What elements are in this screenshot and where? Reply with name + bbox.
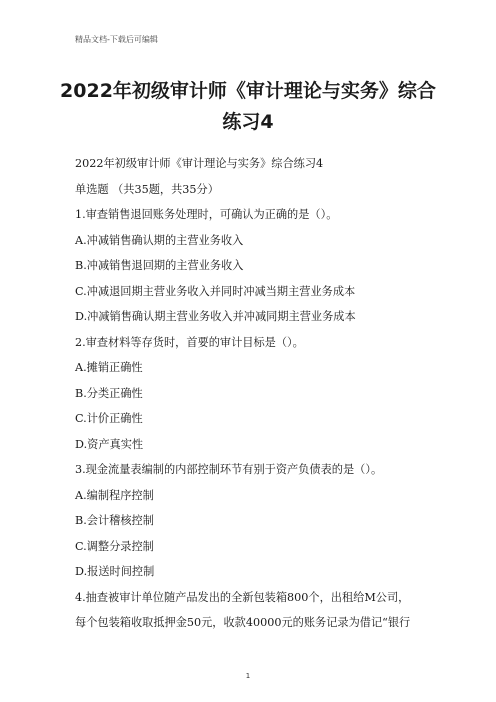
question-3-option-c: C.调整分录控制 [75,539,154,553]
question-3-option-b: B.会计稽核控制 [75,514,154,527]
question-3: 3.现金流量表编制的内部控制环节有别于资产负债表的是（）。 [75,463,383,476]
question-2: 2.审查材料等存货时，首要的审计目标是（）。 [75,335,304,349]
section-heading: 单选题 （共35题，共35分） [75,182,219,196]
question-2-option-b: B.分类正确性 [75,386,143,400]
question-3-option-d: D.报送时间控制 [75,565,155,578]
document-body [75,151,430,636]
page-number: 1 [245,672,251,680]
question-2-option-c: C.计价正确性 [75,412,143,425]
document-title-line-2: 练习4 [222,111,274,133]
question-4-line-2: 每个包装箱收取抵押金50元，收款40000元的账务记录为借记“银行 [75,616,411,629]
question-1-option-d: D.冲减销售确认期主营业务收入并冲减同期主营业务成本 [75,310,356,323]
header-note: 精品文档-下载后可编辑 [75,35,158,44]
question-2-option-a: A.摊销正确性 [75,361,143,374]
question-3-option-a: A.编制程序控制 [75,488,154,502]
question-1-option-c: C.冲减退回期主营业务收入并同时冲减当期主营业务成本 [75,284,356,298]
question-1: 1.审查销售退回账务处理时，可确认为正确的是（）。 [75,208,338,221]
subtitle-line: 2022年初级审计师《审计理论与实务》综合练习4 [75,157,324,170]
question-1-option-b: B.冲减销售退回期的主营业务收入 [75,259,244,272]
question-1-option-a: A.冲减销售确认期的主营业务收入 [75,233,244,247]
question-4-line-1: 4.抽查被审计单位随产品发出的全新包装箱800个，出租给M公司， [75,590,410,604]
document-title-line-1: 2022年初级审计师《审计理论与实务》综合 [60,80,436,102]
question-2-option-d: D.资产真实性 [75,437,144,451]
